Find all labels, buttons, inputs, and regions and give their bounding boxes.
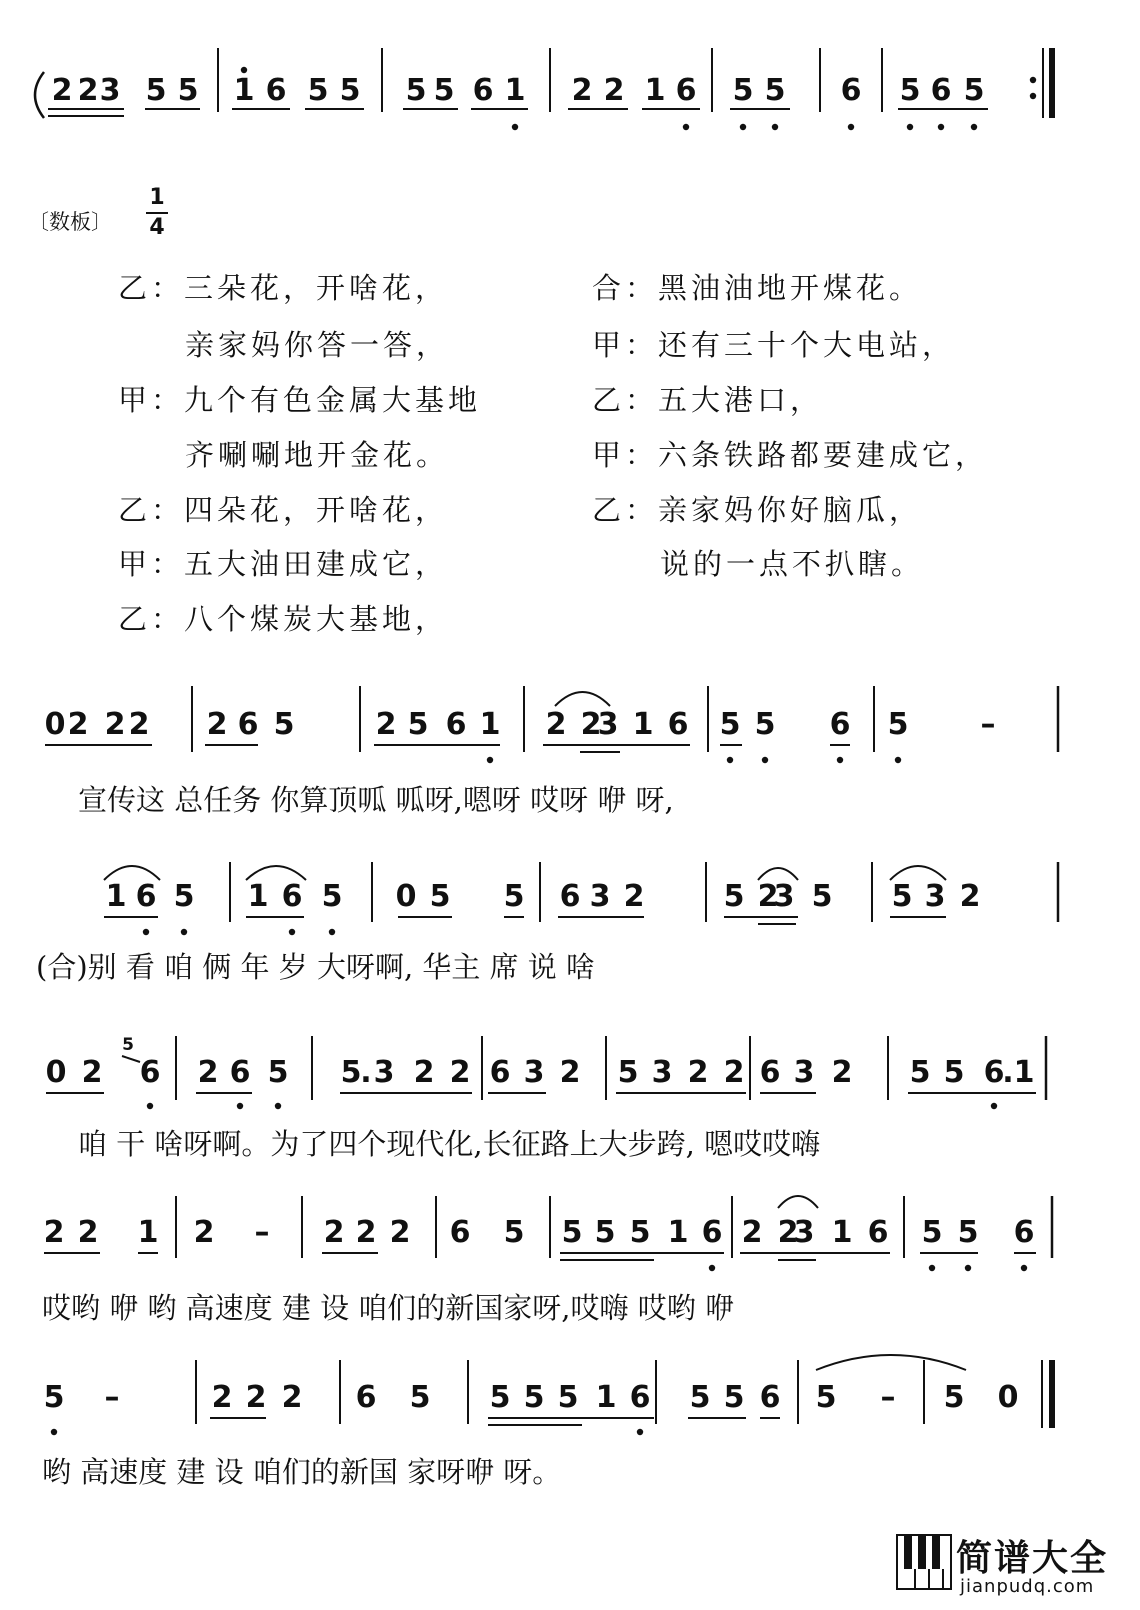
dialogue-line bbox=[185, 323, 449, 364]
note-digit: 5 bbox=[339, 73, 361, 108]
note-digit: 1 bbox=[831, 1215, 853, 1250]
note-digit: 5 bbox=[557, 1380, 579, 1415]
lyric-line: (合)别 看 咱 俩 年 岁 大呀啊, 华主 席 说 啥 bbox=[36, 950, 596, 984]
note-digit: 3 bbox=[373, 1055, 395, 1090]
time-signature-bottom: 4 bbox=[149, 215, 165, 240]
note-digit: 5 bbox=[267, 1055, 289, 1090]
low-octave-dot bbox=[143, 929, 149, 935]
note-digit: 2 bbox=[104, 707, 126, 742]
note-digit: 2 bbox=[51, 73, 73, 108]
low-octave-dot bbox=[683, 124, 689, 130]
note-digit: 5 bbox=[561, 1215, 583, 1250]
dialogue-line bbox=[660, 542, 924, 583]
logo-title: 简谱大全 bbox=[956, 1538, 1109, 1579]
note-digit: 6 bbox=[229, 1055, 251, 1090]
note-digit: 6 bbox=[930, 73, 952, 108]
note-digit: 2 bbox=[571, 73, 593, 108]
time-signature bbox=[146, 186, 168, 240]
note-digit: 5 bbox=[405, 73, 427, 108]
tie-slur bbox=[104, 866, 160, 880]
dialogue-line bbox=[592, 488, 922, 529]
low-octave-dot bbox=[512, 124, 518, 130]
low-octave-dot bbox=[727, 757, 733, 763]
note-digit: 5 bbox=[719, 707, 741, 742]
note-digit: 6 bbox=[1013, 1215, 1035, 1250]
dialogue-text: 还有三十个大电站， bbox=[658, 328, 956, 362]
note-digit: 5 bbox=[43, 1380, 65, 1415]
note-digit: 2 bbox=[545, 707, 567, 742]
high-octave-dot bbox=[241, 67, 247, 73]
note-digit: 5 bbox=[943, 1055, 965, 1090]
note-digit: 1 bbox=[233, 73, 255, 108]
lyric-line: 咱 干 啥呀啊。为了四个现代化,长征路上大步跨, 嗯哎哎嗨 bbox=[78, 1127, 821, 1161]
low-octave-dot bbox=[938, 124, 944, 130]
note-digit: 1 bbox=[1013, 1055, 1035, 1090]
speaker-label: 乙： bbox=[118, 271, 185, 305]
note-digit: 5 bbox=[177, 73, 199, 108]
note-digit: 2 bbox=[206, 707, 228, 742]
note-digit: 1 bbox=[504, 73, 526, 108]
speaker-label: 乙： bbox=[592, 493, 659, 527]
note-digit: 6 bbox=[867, 1215, 889, 1250]
low-octave-dot bbox=[289, 929, 295, 935]
note-digit: 1 bbox=[632, 707, 654, 742]
note-digit: 6 bbox=[559, 879, 581, 914]
time-signature-top: 1 bbox=[149, 185, 165, 210]
note-digit: 5 bbox=[891, 879, 913, 914]
dash-extension: – bbox=[104, 1380, 120, 1415]
note-digit: 1 bbox=[479, 707, 501, 742]
speaker-label: 甲： bbox=[592, 438, 659, 472]
note-digit: 0 bbox=[44, 707, 66, 742]
note-digit: 2 bbox=[77, 1215, 99, 1250]
note-digit: 2 bbox=[959, 879, 981, 914]
tie-slur bbox=[890, 866, 946, 880]
note-digit: 5 bbox=[340, 1055, 362, 1090]
note-digit: 2 bbox=[580, 707, 602, 742]
note-digit: 2 bbox=[413, 1055, 435, 1090]
note-digit: 5 bbox=[273, 707, 295, 742]
low-octave-dot bbox=[848, 124, 854, 130]
note-digit: 2 bbox=[603, 73, 625, 108]
note-digit: 5 bbox=[732, 73, 754, 108]
note-digit: 3 bbox=[924, 879, 946, 914]
note-digit: 6 bbox=[667, 707, 689, 742]
low-octave-dot bbox=[971, 124, 977, 130]
note-digit: 5 bbox=[503, 1215, 525, 1250]
note-digit: 1 bbox=[667, 1215, 689, 1250]
note-digit: 6 bbox=[840, 73, 862, 108]
note-digit: 6 bbox=[135, 879, 157, 914]
note-digit: 6 bbox=[489, 1055, 511, 1090]
tempo-marking: 〔数板〕 bbox=[28, 210, 112, 234]
piano-keys-icon bbox=[896, 1534, 952, 1590]
note-digit: 2 bbox=[67, 707, 89, 742]
low-octave-dot bbox=[51, 1429, 57, 1435]
note-digit: 5 bbox=[321, 879, 343, 914]
tie-slur bbox=[778, 1196, 818, 1208]
note-digit: 2 bbox=[211, 1380, 233, 1415]
note-digit: 1 bbox=[137, 1215, 159, 1250]
note-digit: 5 bbox=[811, 879, 833, 914]
note-digit: 5 bbox=[764, 73, 786, 108]
note-digit: 5 bbox=[723, 879, 745, 914]
low-octave-dot bbox=[740, 124, 746, 130]
note-digit: 2 bbox=[623, 879, 645, 914]
note-digit: 5 bbox=[503, 879, 525, 914]
note-digit: 6 bbox=[829, 707, 851, 742]
note-digit: 5 bbox=[409, 1380, 431, 1415]
dialogue-text: 五大港口， bbox=[658, 383, 824, 417]
dialogue-line bbox=[118, 542, 448, 583]
note-digit: 5 bbox=[307, 73, 329, 108]
note-digit: 5 bbox=[489, 1380, 511, 1415]
tie-slur bbox=[555, 692, 610, 706]
note-digit: 3 bbox=[793, 1215, 815, 1250]
dialogue-text: 五大油田建成它， bbox=[184, 547, 449, 581]
dash-extension: – bbox=[880, 1380, 896, 1415]
speaker-label: 乙： bbox=[118, 602, 185, 636]
dialogue-line bbox=[592, 266, 922, 307]
note-digit: 2 bbox=[193, 1215, 215, 1250]
dialogue-text: 齐唰唰地开金花。 bbox=[185, 438, 450, 472]
note-digit: 6 bbox=[355, 1380, 377, 1415]
note-digit: 5 bbox=[523, 1380, 545, 1415]
dialogue-text: 四朵花，开啥花， bbox=[184, 493, 449, 527]
note-digit: 5 bbox=[754, 707, 776, 742]
low-octave-dot bbox=[709, 1265, 715, 1271]
note-digit: 1 bbox=[644, 73, 666, 108]
dialogue-text: 六条铁路都要建成它， bbox=[658, 438, 989, 472]
site-logo bbox=[896, 1532, 1128, 1602]
note-digit: 1 bbox=[247, 879, 269, 914]
note-digit: 6 bbox=[237, 707, 259, 742]
note-digit: 6 bbox=[265, 73, 287, 108]
dialogue-line bbox=[592, 323, 955, 364]
note-digit: 1 bbox=[595, 1380, 617, 1415]
repeat-dot bbox=[1030, 93, 1036, 99]
note-digit: 0 bbox=[997, 1380, 1019, 1415]
note-digit: 5 bbox=[887, 707, 909, 742]
lyric-line: 哟 高速度 建 设 咱们的新国 家呀咿 呀。 bbox=[42, 1455, 562, 1489]
note-digit: 5 bbox=[921, 1215, 943, 1250]
note-digit: 5 bbox=[689, 1380, 711, 1415]
speaker-label: 甲： bbox=[592, 328, 659, 362]
note-digit: 6 bbox=[445, 707, 467, 742]
note-digit: 5 bbox=[429, 879, 451, 914]
speaker-label: 乙： bbox=[118, 493, 185, 527]
low-octave-dot bbox=[237, 1103, 243, 1109]
dialogue-text: 三朵花，开啥花， bbox=[184, 271, 449, 305]
note-digit: . bbox=[360, 1055, 372, 1090]
logo-url: jianpudq.com bbox=[960, 1576, 1095, 1597]
dash-extension: – bbox=[980, 707, 996, 742]
note-digit: 2 bbox=[355, 1215, 377, 1250]
note-digit: 2 bbox=[197, 1055, 219, 1090]
note-digit: 6 bbox=[675, 73, 697, 108]
speaker-label: 合： bbox=[592, 271, 659, 305]
low-octave-dot bbox=[762, 757, 768, 763]
dialogue-text: 亲家妈你答一答， bbox=[185, 328, 450, 362]
note-digit: 5 bbox=[629, 1215, 651, 1250]
note-digit: 6 bbox=[139, 1055, 161, 1090]
note-digit: 5 bbox=[617, 1055, 639, 1090]
note-digit: 2 bbox=[323, 1215, 345, 1250]
tie-slur bbox=[246, 866, 306, 880]
note-digit: 6 bbox=[449, 1215, 471, 1250]
note-digit: 2 bbox=[81, 1055, 103, 1090]
note-digit: 2 bbox=[777, 1215, 799, 1250]
grace-slash bbox=[122, 1056, 140, 1062]
note-digit: 6 bbox=[701, 1215, 723, 1250]
note-digit: 5 bbox=[594, 1215, 616, 1250]
note-digit: 5 bbox=[943, 1380, 965, 1415]
speaker-label: 乙： bbox=[592, 383, 659, 417]
note-digit: 5 bbox=[723, 1380, 745, 1415]
low-octave-dot bbox=[1021, 1265, 1027, 1271]
note-digit: 2 bbox=[128, 707, 150, 742]
note-digit: 5 bbox=[957, 1215, 979, 1250]
dialogue-line bbox=[592, 433, 988, 474]
low-octave-dot bbox=[181, 929, 187, 935]
note-digit: 2 bbox=[281, 1380, 303, 1415]
note-digit: 2 bbox=[449, 1055, 471, 1090]
note-digit: 3 bbox=[589, 879, 611, 914]
note-digit: 1 bbox=[105, 879, 127, 914]
low-octave-dot bbox=[991, 1103, 997, 1109]
note-digit: 0 bbox=[395, 879, 417, 914]
dialogue-line bbox=[185, 433, 449, 474]
tie-slur bbox=[816, 1355, 966, 1370]
note-digit: 2 bbox=[757, 879, 779, 914]
note-digit: 6 bbox=[759, 1380, 781, 1415]
note-digit: 2 bbox=[723, 1055, 745, 1090]
note-digit: 5 bbox=[963, 73, 985, 108]
note-digit: 5 bbox=[815, 1380, 837, 1415]
low-octave-dot bbox=[147, 1103, 153, 1109]
dash-extension: – bbox=[254, 1215, 270, 1250]
note-digit: 6 bbox=[281, 879, 303, 914]
repeat-dot bbox=[1030, 77, 1036, 83]
note-digit: 2 bbox=[375, 707, 397, 742]
grace-note: 5 bbox=[122, 1035, 134, 1055]
note-digit: 3 bbox=[793, 1055, 815, 1090]
open-paren bbox=[35, 72, 44, 118]
note-digit: 6 bbox=[629, 1380, 651, 1415]
note-digit: 2 bbox=[77, 73, 99, 108]
note-digit: 5 bbox=[899, 73, 921, 108]
low-octave-dot bbox=[965, 1265, 971, 1271]
note-digit: . bbox=[1002, 1055, 1014, 1090]
low-octave-dot bbox=[772, 124, 778, 130]
speaker-label: 甲： bbox=[118, 547, 185, 581]
low-octave-dot bbox=[837, 757, 843, 763]
note-digit: 3 bbox=[523, 1055, 545, 1090]
note-digit: 2 bbox=[245, 1380, 267, 1415]
low-octave-dot bbox=[929, 1265, 935, 1271]
dialogue-line bbox=[118, 266, 448, 307]
speaker-label: 甲： bbox=[118, 383, 185, 417]
low-octave-dot bbox=[275, 1103, 281, 1109]
low-octave-dot bbox=[907, 124, 913, 130]
dialogue-line bbox=[118, 488, 448, 529]
note-digit: 3 bbox=[597, 707, 619, 742]
low-octave-dot bbox=[637, 1429, 643, 1435]
note-digit: 5 bbox=[173, 879, 195, 914]
note-digit: 5 bbox=[145, 73, 167, 108]
note-digit: 5 bbox=[909, 1055, 931, 1090]
dialogue-line bbox=[118, 597, 448, 638]
dialogue-text: 八个煤炭大基地， bbox=[184, 602, 449, 636]
note-digit: 6 bbox=[983, 1055, 1005, 1090]
note-digit: 0 bbox=[45, 1055, 67, 1090]
dialogue-text: 九个有色金属大基地 bbox=[184, 383, 482, 417]
note-digit: 3 bbox=[99, 73, 121, 108]
low-octave-dot bbox=[895, 757, 901, 763]
note-digit: 3 bbox=[651, 1055, 673, 1090]
low-octave-dot bbox=[329, 929, 335, 935]
note-digit: 5 bbox=[433, 73, 455, 108]
dialogue-text: 说的一点不扒瞎。 bbox=[660, 547, 925, 581]
dialogue-line bbox=[592, 378, 823, 419]
note-digit: 2 bbox=[831, 1055, 853, 1090]
note-digit: 2 bbox=[389, 1215, 411, 1250]
dialogue-line bbox=[118, 378, 481, 419]
note-digit: 6 bbox=[759, 1055, 781, 1090]
note-digit: 2 bbox=[741, 1215, 763, 1250]
lyric-line: 哎哟 咿 哟 高速度 建 设 咱们的新国家呀,哎嗨 哎哟 咿 bbox=[42, 1291, 734, 1325]
note-digit: 6 bbox=[472, 73, 494, 108]
dialogue-text: 黑油油地开煤花。 bbox=[658, 271, 923, 305]
low-octave-dot bbox=[487, 757, 493, 763]
note-digit: 2 bbox=[687, 1055, 709, 1090]
note-digit: 2 bbox=[43, 1215, 65, 1250]
lyric-line: 宣传这 总任务 你算顶呱 呱呀,嗯呀 哎呀 咿 呀, bbox=[78, 783, 674, 817]
dialogue-text: 亲家妈你好脑瓜， bbox=[658, 493, 923, 527]
note-digit: 5 bbox=[407, 707, 429, 742]
note-digit: 2 bbox=[559, 1055, 581, 1090]
note-digit: 3 bbox=[773, 879, 795, 914]
